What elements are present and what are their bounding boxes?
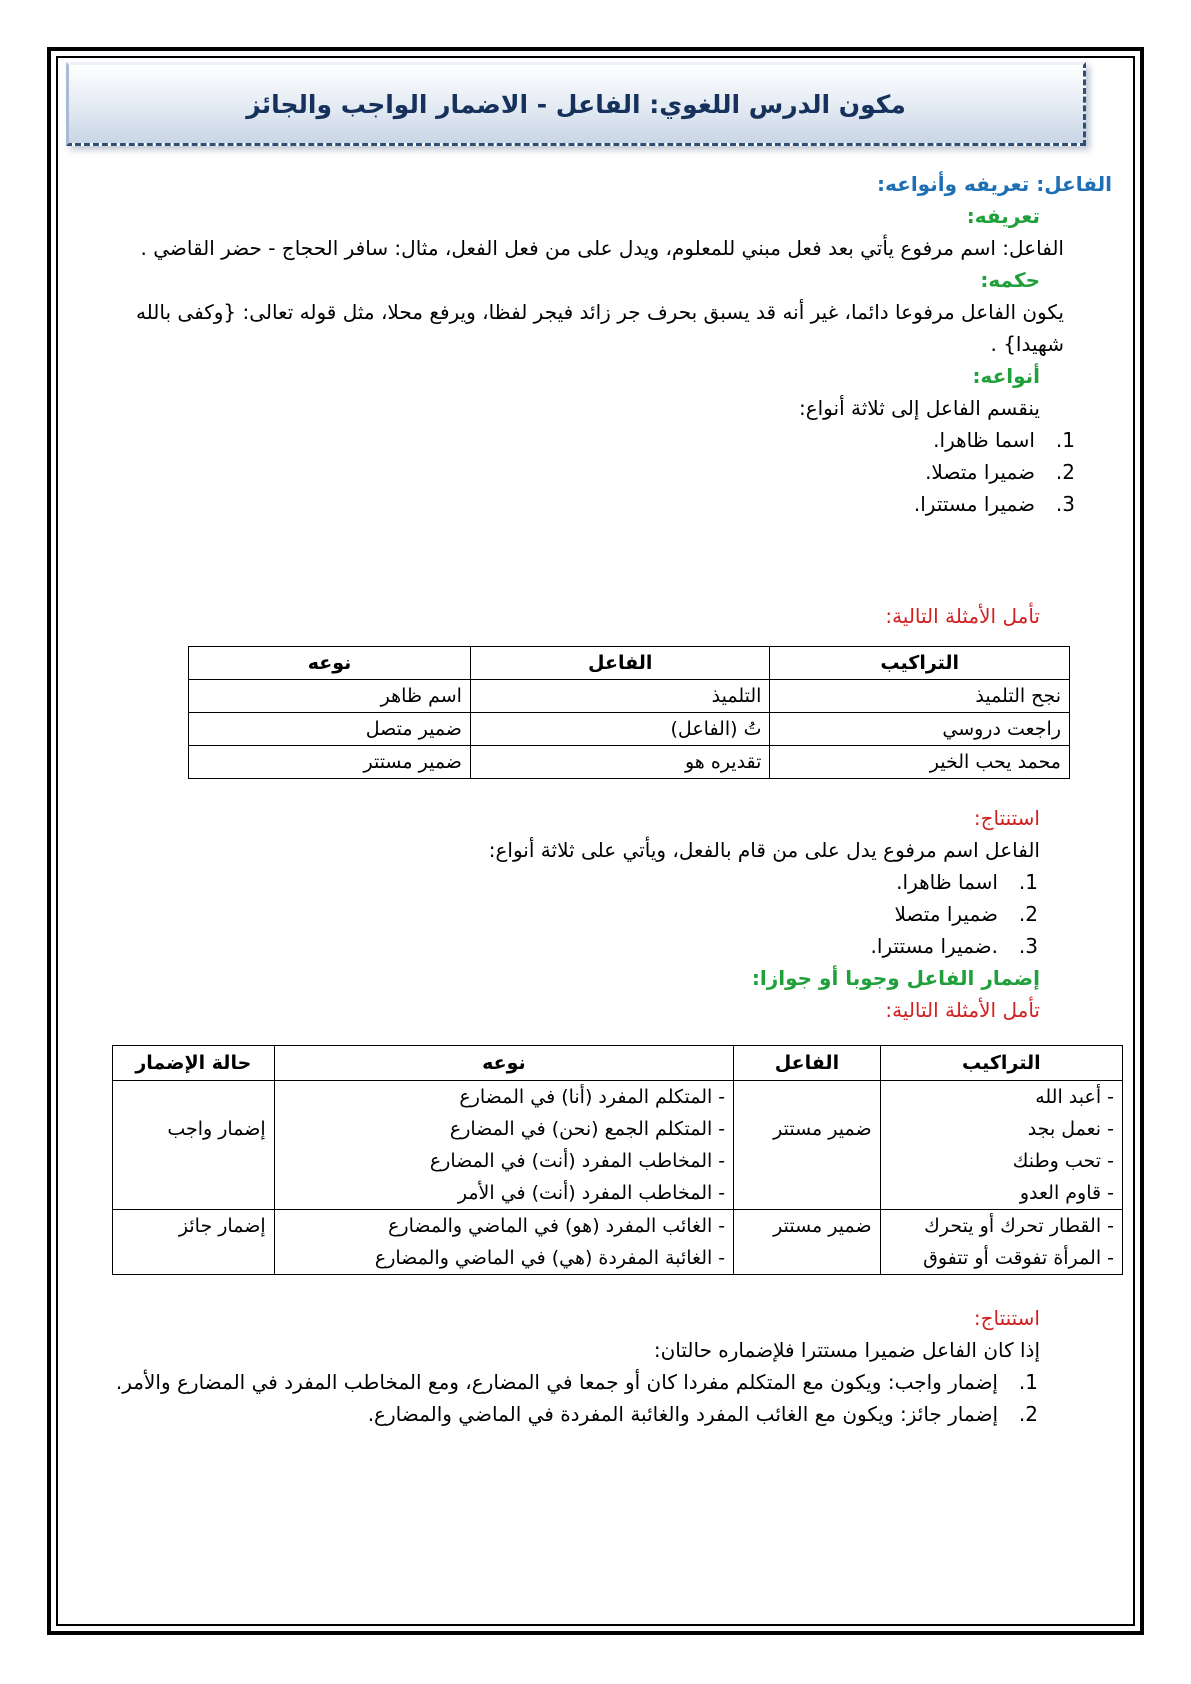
table-cell: ضمير مستتر xyxy=(734,1081,880,1210)
column-header: حالة الإضمار xyxy=(113,1046,275,1081)
examples1-table xyxy=(188,646,1070,779)
column-header: التراكيب xyxy=(880,1046,1122,1081)
page-title: مكون الدرس اللغوي: الفاعل - الاضمار الواجب والجائز xyxy=(246,89,906,119)
table-cell: - الغائب المفرد (هو) في الماضي والمضارع - الغائبة المفردة (هي) في الماضي والمضارع xyxy=(274,1210,734,1275)
definition-text: الفاعل: اسم مرفوع يأتي بعد فعل مبني للمعلوم، ويدل على من فعل الفعل، مثال: سافر الحجاج - حضر القاضي . xyxy=(140,236,1064,260)
table-row xyxy=(113,1210,1123,1275)
table-cell: - أعبد الله - نعمل بجد - تحب وطنك - قاوم العدو xyxy=(880,1081,1122,1210)
title-banner xyxy=(66,62,1086,146)
section-subject-definition xyxy=(112,168,1112,520)
examples1-heading: تأمل الأمثلة التالية: xyxy=(885,604,1040,628)
table-cell: اسم ظاهر xyxy=(189,680,471,713)
list-item: 3. .ضميرا مستترا. xyxy=(870,934,1038,958)
column-header: الفاعل xyxy=(734,1046,880,1081)
table-cell: محمد يحب الخير xyxy=(770,746,1070,779)
conclusion2-block xyxy=(112,1302,1112,1430)
table-cell: إضمار جائز xyxy=(113,1210,275,1275)
table-row xyxy=(113,1081,1123,1210)
table-row xyxy=(189,746,1070,779)
column-header: الفاعل xyxy=(470,647,770,680)
list-item: 2. إضمار جائز: ويكون مع الغائب المفرد والغائبة المفردة في الماضي والمضارع. xyxy=(367,1402,1038,1426)
table-cell: ضمير متصل xyxy=(189,713,471,746)
types-heading: أنواعه: xyxy=(972,364,1040,388)
rule-heading: حكمه: xyxy=(980,268,1040,292)
definition-heading: تعريفه: xyxy=(966,204,1040,228)
rule-text: يكون الفاعل مرفوعا دائما، غير أنه قد يسبق بحرف جر زائد فيجر لفظا، ويرفع محلا، مثل قوله تعالى: {وكفى بالله شهيدا} . xyxy=(135,300,1064,356)
section2-heading: إضمار الفاعل وجوبا أو جوازا: xyxy=(751,966,1040,990)
conclusion-text: إذا كان الفاعل ضميرا مستترا فلإضماره حالتان: xyxy=(653,1338,1040,1362)
table-row xyxy=(189,713,1070,746)
conclusion-list xyxy=(112,1366,1075,1430)
table-cell: تُ (الفاعل) xyxy=(470,713,770,746)
table-cell: تقديره هو xyxy=(470,746,770,779)
conclusion-text: الفاعل اسم مرفوع يدل على من قام بالفعل، ويأتي على ثلاثة أنواع: xyxy=(488,838,1040,862)
list-item: 2. ضميرا متصلا xyxy=(894,902,1038,926)
table-row xyxy=(189,680,1070,713)
types-list xyxy=(112,424,1112,520)
column-header: نوعه xyxy=(189,647,471,680)
list-item: 1. اسما ظاهرا. xyxy=(896,870,1038,894)
table-cell: التلميذ xyxy=(470,680,770,713)
conclusion-heading: استنتاج: xyxy=(973,806,1040,830)
conclusion1-block xyxy=(112,802,1112,1026)
conclusion-list xyxy=(112,866,1075,962)
table-cell: إضمار واجب xyxy=(113,1081,275,1210)
section-heading: الفاعل: تعريفه وأنواعه: xyxy=(877,172,1112,196)
list-item: 1. اسما ظاهرا. xyxy=(933,428,1075,452)
conclusion-heading: استنتاج: xyxy=(973,1306,1040,1330)
examples2-table xyxy=(112,1045,1123,1275)
table-cell: نجح التلميذ xyxy=(770,680,1070,713)
examples2-heading: تأمل الأمثلة التالية: xyxy=(885,998,1040,1022)
table-cell: - القطار تحرك أو يتحرك - المرأة تفوقت أو تتفوق xyxy=(880,1210,1122,1275)
table-cell: ضمير مستتر xyxy=(189,746,471,779)
list-item: 3. ضميرا مستترا. xyxy=(913,492,1075,516)
list-item: 1. إضمار واجب: ويكون مع المتكلم مفردا كان أو جمعا في المضارع، ومع المخاطب المفرد في المضارع والأمر. xyxy=(115,1370,1038,1394)
table-cell: راجعت دروسي xyxy=(770,713,1070,746)
list-item: 2. ضميرا متصلا. xyxy=(925,460,1075,484)
table-cell: - المتكلم المفرد (أنا) في المضارع - المتكلم الجمع (نحن) في المضارع - المخاطب المفرد (أنت) في المضارع - المخاطب المفرد (أنت) في الأمر xyxy=(274,1081,734,1210)
table-header-row xyxy=(189,647,1070,680)
table-header-row xyxy=(113,1046,1123,1081)
types-intro: ينقسم الفاعل إلى ثلاثة أنواع: xyxy=(798,396,1040,420)
table-cell: ضمير مستتر xyxy=(734,1210,880,1275)
column-header: نوعه xyxy=(274,1046,734,1081)
column-header: التراكيب xyxy=(770,647,1070,680)
